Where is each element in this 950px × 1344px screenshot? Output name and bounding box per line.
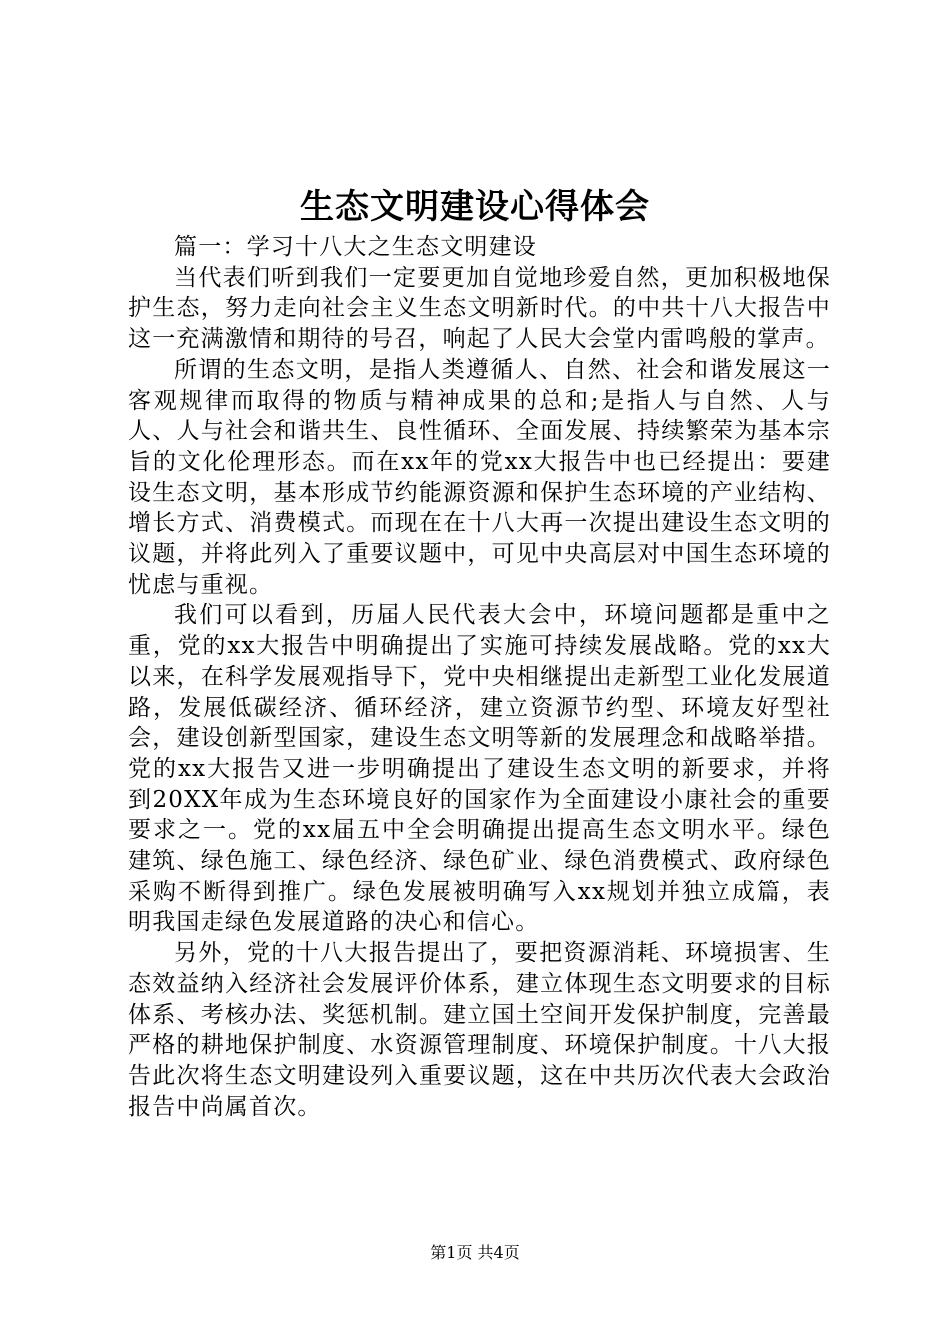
page-number-footer: 第1页 共4页 <box>430 1243 520 1262</box>
paragraph: 当代表们听到我们一定要更加自觉地珍爱自然，更加积极地保护生态，努力走向社会主义生态文明新时代。的中共十八大报告中这一充满激情和期待的号召，响起了人民大会堂内雷鸣般的掌声。 <box>128 264 831 353</box>
paragraph: 所谓的生态文明，是指人类遵循人、自然、社会和谐发展这一客观规律而取得的物质与精神成果的总和;是指人与自然、人与人、人与社会和谐共生、良性循环、全面发展、持续繁荣为基本宗旨的文化伦理形态。而在xx年的党xx大报告中也已经提出：要建设生态文明，基本形成节约能源资源和保护生态环境的产业结构、增长方式、消费模式。而现在在十八大再一次提出建设生态文明的议题，并将此列入了重要议题中，可见中央高层对中国生态环境的忧虑与重视。 <box>128 356 831 598</box>
document-title: 生态文明建设心得体会 <box>300 187 650 227</box>
paragraph-heading: 篇一：学习十八大之生态文明建设 <box>174 234 537 260</box>
document-body <box>128 232 831 1122</box>
paragraph: 另外，党的十八大报告提出了，要把资源消耗、环境损害、生态效益纳入经济社会发展评价体系，建立体现生态文明要求的目标体系、考核办法、奖惩机制。建立国土空间开发保护制度，完善最严格的耕地保护制度、水资源管理制度、环境保护制度。十八大报告此次将生态文明建设列入重要议题，这在中共历次代表大会政治报告中尚属首次。 <box>128 940 831 1120</box>
paragraph: 我们可以看到，历届人民代表大会中，环境问题都是重中之重，党的xx大报告中明确提出了实施可持续发展战略。党的xx大以来，在科学发展观指导下，党中央相继提出走新型工业化发展道路，发展低碳经济、循环经济，建立资源节约型、环境友好型社会，建设创新型国家，建设生态文明等新的发展理念和战略举措。党的xx大报告又进一步明确提出了建设生态文明的新要求，并将到20XX年成为生态环境良好的国家作为全面建设小康社会的重要要求之一。党的xx届五中全会明确提出提高生态文明水平。绿色建筑、绿色施工、绿色经济、绿色矿业、绿色消费模式、政府绿色采购不断得到推广。绿色发展被明确写入xx规划并独立成篇，表明我国走绿色发展道路的决心和信心。 <box>128 602 831 936</box>
